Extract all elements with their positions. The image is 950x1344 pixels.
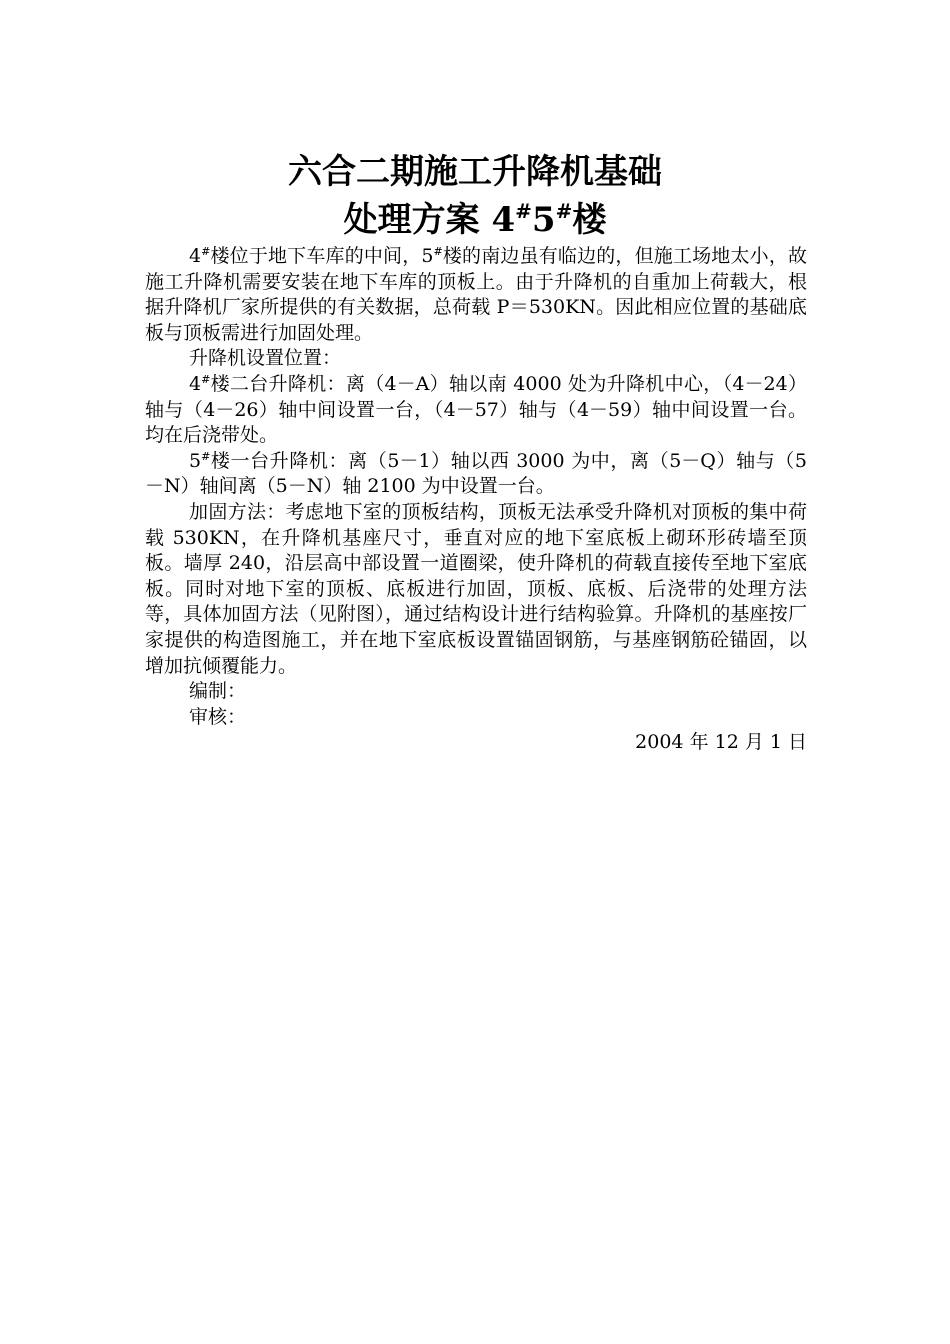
- paragraph-location-heading: [145, 346, 807, 372]
- title-line1-text: 六合二期施工升降机基础: [288, 152, 662, 192]
- p1-part-b: 楼位于地下车库的中间，5: [210, 245, 434, 267]
- paragraph-reinforcement-method: [145, 500, 827, 679]
- title-line2-part-e: 楼: [572, 200, 607, 240]
- p6-text: 编制：: [189, 680, 247, 703]
- document-title-line2: [145, 200, 805, 240]
- p1-sup1: #: [201, 245, 211, 258]
- p2-text: 升降机设置位置：: [189, 347, 342, 370]
- document-date: [145, 730, 807, 756]
- paragraph-reviewed-by: [145, 705, 807, 731]
- title-line2-part-c: 5: [531, 200, 556, 240]
- paragraph-building-5: [145, 449, 807, 500]
- paragraph-intro: [145, 244, 807, 346]
- p4-part-a: 5: [189, 449, 202, 472]
- p1-part-a: 4: [189, 245, 202, 267]
- p1-part-c: 楼的南边虽有临边的，但施工场地太小，故施工升降机需要安装在地下车库的顶板上。由于升降机的自重加上荷载大，根据升降机厂家所提供的有关数据，总荷载 P＝530KN。因此相应位置的基础底板与顶板需进行加固处理。: [145, 245, 807, 344]
- document-body: [145, 244, 827, 756]
- title-line2-sup2: #: [555, 199, 573, 223]
- p3-part-a: 4: [189, 372, 202, 395]
- title-line2-part-a: 处理方案 4: [343, 200, 516, 240]
- p1-sup2: #: [433, 245, 443, 258]
- p3-part-b: 楼二台升降机：离（4－A）轴以南 4000 处为升降机中心，（4－24）轴与（4－26）轴中间设置一台，（4－57）轴与（4－59）轴中间设置一台。均在后浇带处。: [145, 372, 807, 447]
- title-line2-sup1: #: [515, 199, 532, 223]
- paragraph-prepared-by: [145, 679, 807, 705]
- document-title-line1: [145, 152, 805, 192]
- p4-part-b: 楼一台升降机：离（5－1）轴以西 3000 为中，离（5－Q）轴与（5－N）轴间离（5－N）轴 2100 为中设置一台。: [145, 449, 807, 498]
- p3-sup: #: [201, 372, 211, 386]
- paragraph-building-4: [145, 372, 807, 449]
- p4-sup: #: [201, 449, 211, 463]
- p5-text: 加固方法：考虑地下室的顶板结构，顶板无法承受升降机对顶板的集中荷 载 530KN，在升降机基座尺寸，垂直对应的地下室底板上砌环形砖墙至顶板。墙厚 240，沿层高中部设置一道圈梁，使升降机的荷载直接传至地下室底板。同时对地下室的顶板、底板进行加固，顶板、底板、后浇带的处理方法等，具体加固方法（见附图），通过结构设计进行结构验算。升降机的基座按厂家提供的构造图施工，并在地下室底板设置锚固钢筋，与基座钢筋砼锚固，以增加抗倾覆能力。: [145, 500, 827, 677]
- p7-text: 审核：: [189, 705, 247, 728]
- date-text: 2004 年 12 月 1 日: [635, 731, 807, 754]
